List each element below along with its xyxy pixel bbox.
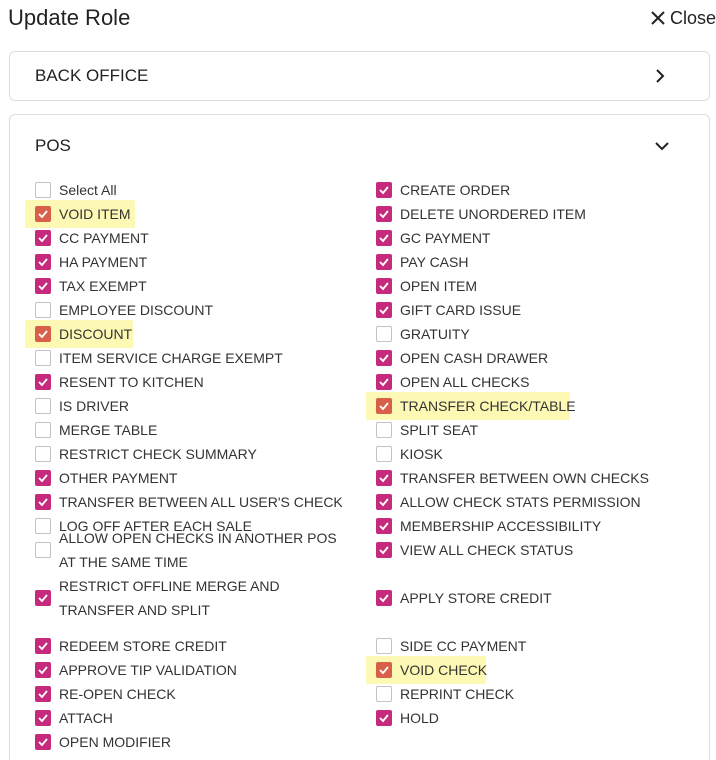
back-office-section[interactable] (9, 51, 710, 101)
permission-label: OPEN ALL CHECKS (400, 374, 530, 390)
checkbox-checked[interactable] (35, 686, 51, 702)
checkbox-unchecked[interactable] (376, 422, 392, 438)
chevron-right-icon[interactable] (651, 67, 669, 85)
permission-label: OPEN ITEM (400, 278, 478, 294)
permission-item[interactable] (33, 418, 374, 442)
permission-label: PAY CASH (400, 254, 469, 270)
permission-item[interactable] (374, 298, 693, 322)
dialog-title: Update Role (8, 5, 131, 30)
checkbox-checked[interactable] (35, 638, 51, 654)
pos-title: POS (35, 136, 71, 155)
checkbox-checked[interactable] (35, 494, 51, 510)
permission-item[interactable] (374, 466, 693, 490)
permission-label: GIFT CARD ISSUE (400, 302, 522, 318)
dialog-header (8, 4, 716, 34)
permission-item[interactable] (374, 322, 693, 346)
back-office-title: BACK OFFICE (35, 66, 149, 85)
permission-item[interactable] (33, 322, 374, 346)
checkbox-checked[interactable] (376, 590, 392, 606)
chevron-down-icon[interactable] (653, 137, 671, 155)
checkbox-unchecked[interactable] (376, 686, 392, 702)
permission-label: GRATUITY (400, 326, 470, 342)
checkbox-checked[interactable] (376, 230, 392, 246)
checkbox-unchecked[interactable] (35, 398, 51, 414)
permission-item[interactable] (374, 346, 693, 370)
checkbox-checked[interactable] (376, 374, 392, 390)
permission-label: OPEN MODIFIER (59, 734, 172, 750)
permission-label: APPROVE TIP VALIDATION (59, 662, 237, 678)
checkbox-unchecked[interactable] (35, 542, 51, 558)
permission-item[interactable] (33, 706, 374, 730)
checkbox-checked[interactable] (376, 542, 392, 558)
permission-item[interactable] (33, 298, 374, 322)
permission-item[interactable] (33, 490, 374, 514)
permission-label: IS DRIVER (59, 398, 130, 414)
permission-item[interactable] (374, 250, 693, 274)
permission-label: VOID CHECK (400, 662, 488, 678)
checkbox-checked[interactable] (376, 278, 392, 294)
permission-label: ALLOW CHECK STATS PERMISSION (400, 494, 641, 510)
checkbox-unchecked[interactable] (376, 446, 392, 462)
permission-label: OTHER PAYMENT (59, 470, 178, 486)
permission-item[interactable] (374, 370, 693, 394)
checkbox-checked[interactable] (35, 206, 51, 222)
checkbox-unchecked[interactable] (35, 518, 51, 534)
checkbox-checked[interactable] (376, 254, 392, 270)
permission-label: TAX EXEMPT (59, 278, 147, 294)
permission-label: OPEN CASH DRAWER (400, 350, 549, 366)
permission-item[interactable] (374, 226, 693, 250)
permission-item[interactable] (374, 178, 693, 202)
checkbox-checked[interactable] (35, 326, 51, 342)
permission-label: TRANSFER CHECK/TABLE (400, 398, 576, 414)
permission-label: RESENT TO KITCHEN (59, 374, 204, 390)
pos-section (9, 114, 710, 760)
checkbox-unchecked[interactable] (35, 422, 51, 438)
permission-item[interactable] (374, 418, 693, 442)
permission-item[interactable] (374, 682, 693, 706)
permission-label: HOLD (400, 710, 439, 726)
checkbox-checked[interactable] (376, 518, 392, 534)
permission-item[interactable] (374, 274, 693, 298)
checkbox-checked[interactable] (376, 302, 392, 318)
close-icon (649, 9, 667, 27)
checkbox-checked[interactable] (35, 710, 51, 726)
permission-label: MEMBERSHIP ACCESSIBILITY (400, 518, 602, 534)
permission-label: VIEW ALL CHECK STATUS (400, 542, 574, 558)
permission-item[interactable] (374, 394, 693, 418)
permission-item[interactable] (374, 706, 693, 730)
permission-label: TRANSFER BETWEEN OWN CHECKS (400, 470, 649, 486)
checkbox-checked[interactable] (35, 470, 51, 486)
close-button[interactable] (649, 6, 716, 30)
checkbox-checked[interactable] (376, 398, 392, 414)
permission-item[interactable] (33, 466, 374, 490)
permission-label: MERGE TABLE (59, 422, 158, 438)
permission-label: SPLIT SEAT (400, 422, 479, 438)
checkbox-checked[interactable] (376, 206, 392, 222)
permission-item[interactable] (33, 226, 374, 250)
permission-label: CREATE ORDER (400, 182, 511, 198)
permission-item[interactable] (33, 634, 374, 658)
permission-label: DELETE UNORDERED ITEM (400, 206, 586, 222)
permission-label: RESTRICT CHECK SUMMARY (59, 446, 257, 462)
permission-item[interactable] (33, 682, 374, 706)
checkbox-checked[interactable] (376, 470, 392, 486)
checkbox-checked[interactable] (35, 230, 51, 246)
permission-item[interactable] (33, 394, 374, 418)
permission-item[interactable] (374, 490, 693, 514)
permission-item[interactable] (374, 514, 693, 538)
permission-item[interactable] (33, 346, 374, 370)
checkbox-checked[interactable] (35, 278, 51, 294)
checkbox-unchecked[interactable] (35, 182, 51, 198)
permission-item[interactable] (374, 538, 693, 562)
permission-item[interactable] (33, 274, 374, 298)
permission-item[interactable] (33, 730, 374, 754)
permission-item[interactable] (374, 442, 693, 466)
checkbox-checked[interactable] (35, 374, 51, 390)
permission-label: TRANSFER BETWEEN ALL USER'S CHECK (59, 494, 343, 510)
permissions-grid (33, 178, 693, 754)
checkbox-unchecked[interactable] (35, 446, 51, 462)
checkbox-unchecked[interactable] (35, 350, 51, 366)
permission-label: RESTRICT OFFLINE MERGE AND TRANSFER AND SPLIT (59, 578, 280, 618)
permission-item[interactable] (33, 530, 374, 570)
permission-label: DISCOUNT (59, 326, 133, 342)
permission-item[interactable] (374, 634, 693, 658)
checkbox-checked[interactable] (376, 182, 392, 198)
close-label: Close (669, 8, 716, 28)
permission-item[interactable] (374, 586, 693, 610)
permission-label: REDEEM STORE CREDIT (59, 638, 227, 654)
checkbox-checked[interactable] (35, 254, 51, 270)
permission-label: ALLOW OPEN CHECKS IN ANOTHER POS AT THE SAME TIME (59, 530, 337, 570)
permission-item[interactable] (33, 578, 374, 618)
permission-item[interactable] (33, 442, 374, 466)
permission-label: ATTACH (59, 710, 113, 726)
checkbox-checked[interactable] (35, 734, 51, 750)
permission-item[interactable] (374, 202, 693, 226)
checkbox-checked[interactable] (376, 494, 392, 510)
permission-item[interactable] (33, 658, 374, 682)
checkbox-unchecked[interactable] (35, 302, 51, 318)
checkbox-unchecked[interactable] (376, 326, 392, 342)
permission-item[interactable] (33, 370, 374, 394)
permission-label: Select All (59, 182, 117, 198)
checkbox-checked[interactable] (376, 662, 392, 678)
checkbox-checked[interactable] (376, 350, 392, 366)
checkbox-checked[interactable] (35, 590, 51, 606)
permission-item[interactable] (33, 178, 374, 202)
permission-label: SIDE CC PAYMENT (400, 638, 527, 654)
checkbox-unchecked[interactable] (376, 638, 392, 654)
permission-label: CC PAYMENT (59, 230, 149, 246)
permission-item[interactable] (374, 658, 693, 682)
permission-label: APPLY STORE CREDIT (400, 590, 552, 606)
permission-label: VOID ITEM (59, 206, 131, 222)
permission-item[interactable] (33, 250, 374, 274)
permission-label: REPRINT CHECK (400, 686, 515, 702)
permission-label: HA PAYMENT (59, 254, 148, 270)
permission-label: EMPLOYEE DISCOUNT (59, 302, 214, 318)
checkbox-checked[interactable] (376, 710, 392, 726)
permission-label: ITEM SERVICE CHARGE EXEMPT (59, 350, 283, 366)
permission-label: RE-OPEN CHECK (59, 686, 176, 702)
checkbox-checked[interactable] (35, 662, 51, 678)
permission-label: LOG OFF AFTER EACH SALE (59, 518, 252, 534)
permission-item[interactable] (33, 202, 374, 226)
permission-label: KIOSK (400, 446, 443, 462)
permission-label: GC PAYMENT (400, 230, 491, 246)
